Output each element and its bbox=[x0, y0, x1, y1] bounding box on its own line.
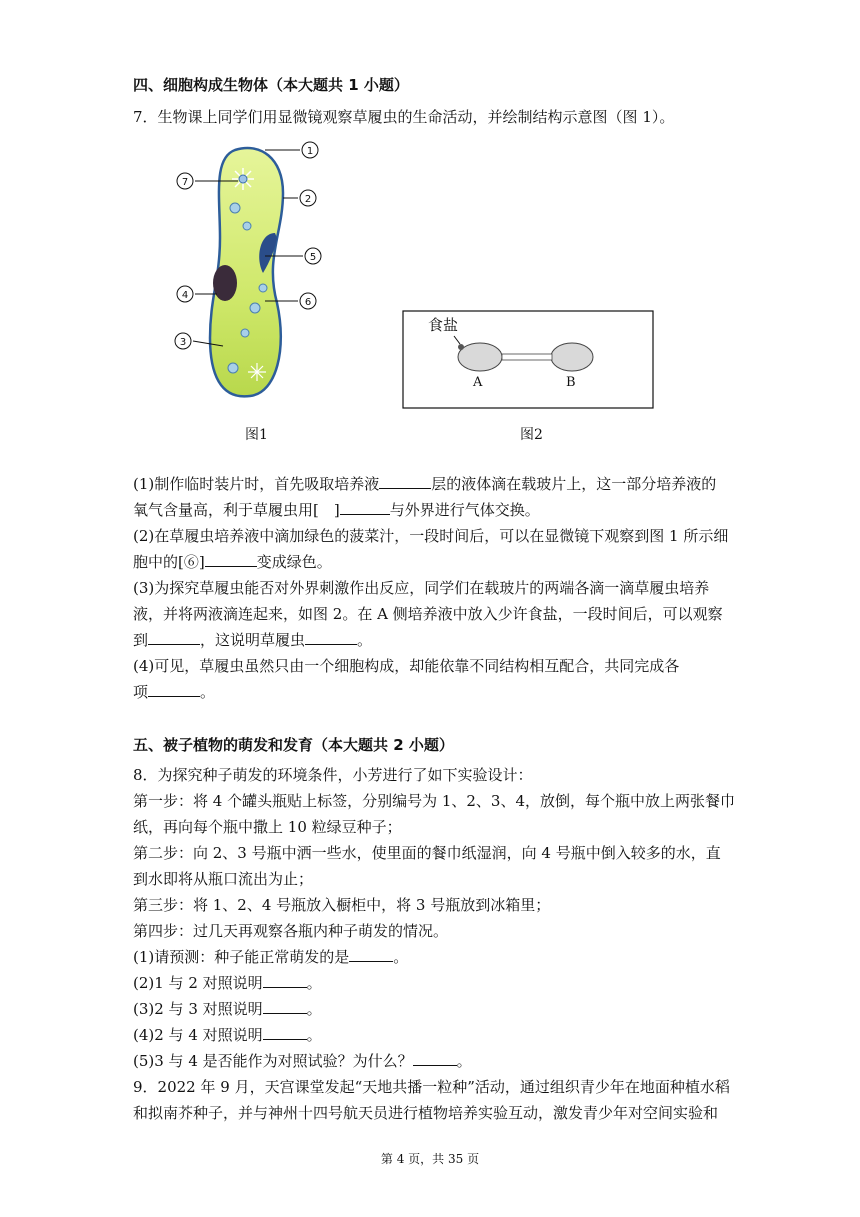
label-1: 1 bbox=[306, 146, 314, 157]
step-1: 第一步：将 4 个罐头瓶贴上标签，分别编号为 1、2、3、4，放倒，每个瓶中放上两张餐巾 bbox=[133, 792, 736, 810]
side-b-label: B bbox=[566, 375, 576, 390]
question-7-3: (3)为探究草履虫能否对外界刺激作出反应，同学们在载玻片的两端各滴一滴草履虫培养 bbox=[133, 579, 710, 597]
question-9: 9．2022 年 9 月，天宫课堂发起“天地共播一粒种”活动，通过组织青少年在地面种植水稻 bbox=[133, 1078, 730, 1096]
step-3: 第三步：将 1、2、4 号瓶放入橱柜中，将 3 号瓶放到冰箱里； bbox=[133, 896, 551, 914]
question-8-5: (5)3 与 4 是否能作为对照试验？为什么？ 。 bbox=[133, 1048, 733, 1074]
question-7-2: (2)在草履虫培养液中滴加绿色的菠菜汁，一段时间后，可以在显微镜下观察到图 1 所示细 bbox=[133, 527, 729, 545]
question-7-1-cont: 氧气含量高，利于草履虫用[ ] 与外界进行气体交换。 bbox=[133, 497, 733, 523]
question-7-1: (1)制作临时装片时，首先吸取培养液 层的液体滴在载玻片上，这一部分培养液的 bbox=[133, 471, 733, 497]
question-8-1: (1)请预测：种子能正常萌发的是 。 bbox=[133, 944, 733, 970]
label-5: 5 bbox=[309, 252, 317, 263]
question-8-4: (4)2 与 4 对照说明 。 bbox=[133, 1022, 733, 1048]
label-2: 2 bbox=[304, 194, 312, 205]
label-7: 7 bbox=[181, 177, 189, 188]
question-stem: 7．生物课上同学们用显微镜观察草履虫的生命活动，并绘制结构示意图（图 1）。 bbox=[133, 108, 675, 126]
label-6: 6 bbox=[304, 297, 312, 308]
label-4: 4 bbox=[181, 290, 189, 301]
question-8-2: (2)1 与 2 对照说明 。 bbox=[133, 970, 733, 996]
question-7-3-cont: 液，并将两液滴连起来，如图 2。在 A 侧培养液中放入少许食盐，一段时间后，可以观察 bbox=[133, 605, 723, 623]
figure-1-caption: 图1 bbox=[245, 427, 268, 443]
question-7-4-end: 项 。 bbox=[133, 679, 733, 705]
section-heading: 四、细胞构成生物体（本大题共 1 小题） bbox=[133, 76, 409, 94]
step-2: 第二步：向 2、3 号瓶中洒一些水，使里面的餐巾纸湿润，向 4 号瓶中倒入较多的水，直 bbox=[133, 844, 721, 862]
section-heading: 五、被子植物的萌发和发育（本大题共 2 小题） bbox=[133, 736, 454, 754]
step-2-cont: 到水即将从瓶口流出为止； bbox=[133, 870, 314, 888]
step-1-cont: 纸，再向每个瓶中撒上 10 粒绿豆种子； bbox=[133, 818, 402, 836]
question-7-3-end: 到 ，这说明草履虫 。 bbox=[133, 627, 733, 653]
question-8-3: (3)2 与 3 对照说明 。 bbox=[133, 996, 733, 1022]
step-4: 第四步：过几天再观察各瓶内种子萌发的情况。 bbox=[133, 922, 449, 940]
salt-label: 食盐 bbox=[428, 316, 459, 334]
side-a-label: A bbox=[473, 375, 483, 390]
question-7-4: (4)可见，草履虫虽然只由一个细胞构成，却能依靠不同结构相互配合，共同完成各 bbox=[133, 657, 680, 675]
label-3: 3 bbox=[179, 337, 187, 348]
question-9-cont: 和拟南芥种子，并与神州十四号航天员进行植物培养实验互动，激发青少年对空间实验和 bbox=[133, 1104, 719, 1122]
question-7-2-cont: 胞中的[⑥] 变成绿色。 bbox=[133, 549, 733, 575]
question-stem: 8．为探究种子萌发的环境条件，小芳进行了如下实验设计： bbox=[133, 766, 533, 784]
paramecium-figure bbox=[165, 138, 335, 408]
figure-2-caption: 图2 bbox=[520, 427, 543, 443]
page-footer: 第 4 页，共 35 页 bbox=[380, 1152, 480, 1166]
